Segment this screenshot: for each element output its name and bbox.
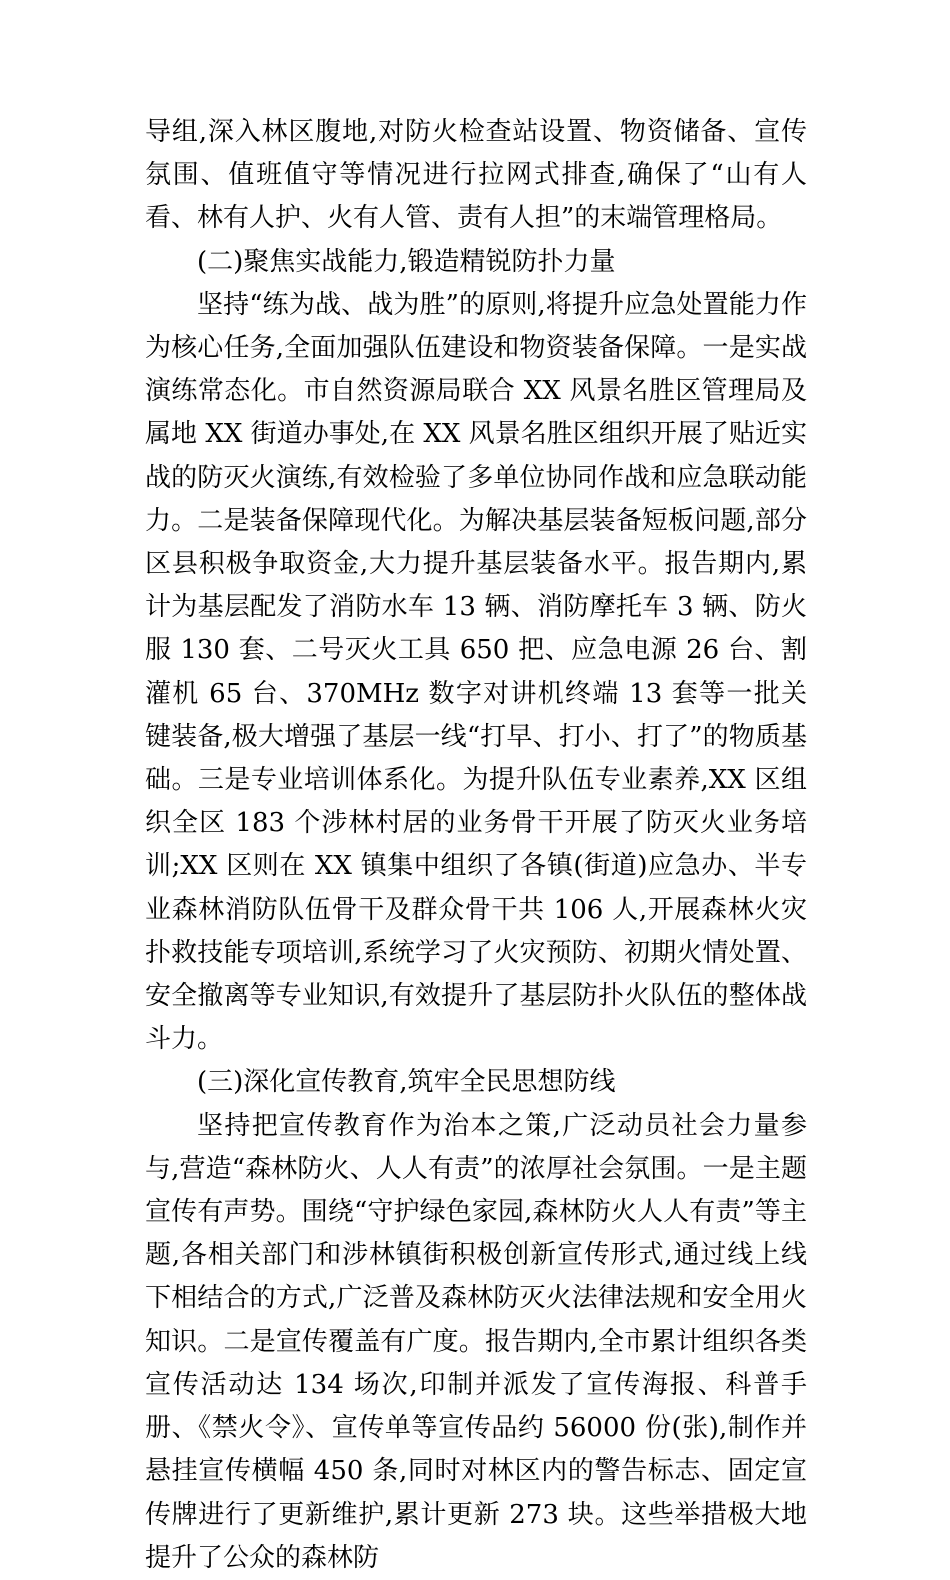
- section-heading-3: (三)深化宣传教育,筑牢全民思想防线: [197, 1067, 616, 1098]
- document-body: [145, 111, 807, 1580]
- paragraph-continuation: 导组,深入林区腹地,对防火检查站设置、物资储备、宣传氛围、值班值守等情况进行拉网式排查,确保了“山有人看、林有人护、火有人管、责有人担”的末端管理格局。: [145, 117, 807, 234]
- paragraph-publicity-education: 坚持把宣传教育作为治本之策,广泛动员社会力量参与,营造“森林防火、人人有责”的浓厚社会氛围。一是主题宣传有声势。围绕“守护绿色家园,森林防火人人有责”等主题,各相关部门和涉林镇街积极创新宣传形式,通过线上线下相结合的方式,广泛普及森林防灭火法律法规和安全用火知识。二是宣传覆盖有广度。报告期内,全市累计组织各类宣传活动达 134 场次,印制并派发了宣传海报、科普手册、《禁火令》、宣传单等宣传品约 56000 份(张),制作并悬挂宣传横幅 450 条,同时对林区内的警告标志、固定宣传牌进行了更新维护,累计更新 273 块。这些举措极大地提升了公众的森林防: [145, 1110, 807, 1573]
- paragraph-combat-capability: 坚持“练为战、战为胜”的原则,将提升应急处置能力作为核心任务,全面加强队伍建设和物资装备保障。一是实战演练常态化。市自然资源局联合 XX 风景名胜区管理局及属地 XX 街道办事处,在 XX 风景名胜区组织开展了贴近实战的防灭火演练,有效检验了多单位协同作战和应急联动能力。二是装备保障现代化。为解决基层装备短板问题,部分区县积极争取资金,大力提升基层装备水平。报告期内,累计为基层配发了消防水车 13 辆、消防摩托车 3 辆、防火服 130 套、二号灭火工具 650 把、应急电源 26 台、割灌机 65 台、370MHz 数字对讲机终端 13 套等一批关键装备,极大增强了基层一线“打早、打小、打了”的物质基础。三是专业培训体系化。为提升队伍专业素养,XX 区组织全区 183 个涉林村居的业务骨干开展了防灭火业务培训;XX 区则在 XX 镇集中组织了各镇(街道)应急办、半专业森林消防队伍骨干及群众骨干共 106 人,开展森林火灾扑救技能专项培训,系统学习了火灾预防、初期火情处置、安全撤离等专业知识,有效提升了基层防扑火队伍的整体战斗力。: [145, 289, 807, 1055]
- section-heading-2: (二)聚焦实战能力,锻造精锐防扑力量: [197, 246, 616, 277]
